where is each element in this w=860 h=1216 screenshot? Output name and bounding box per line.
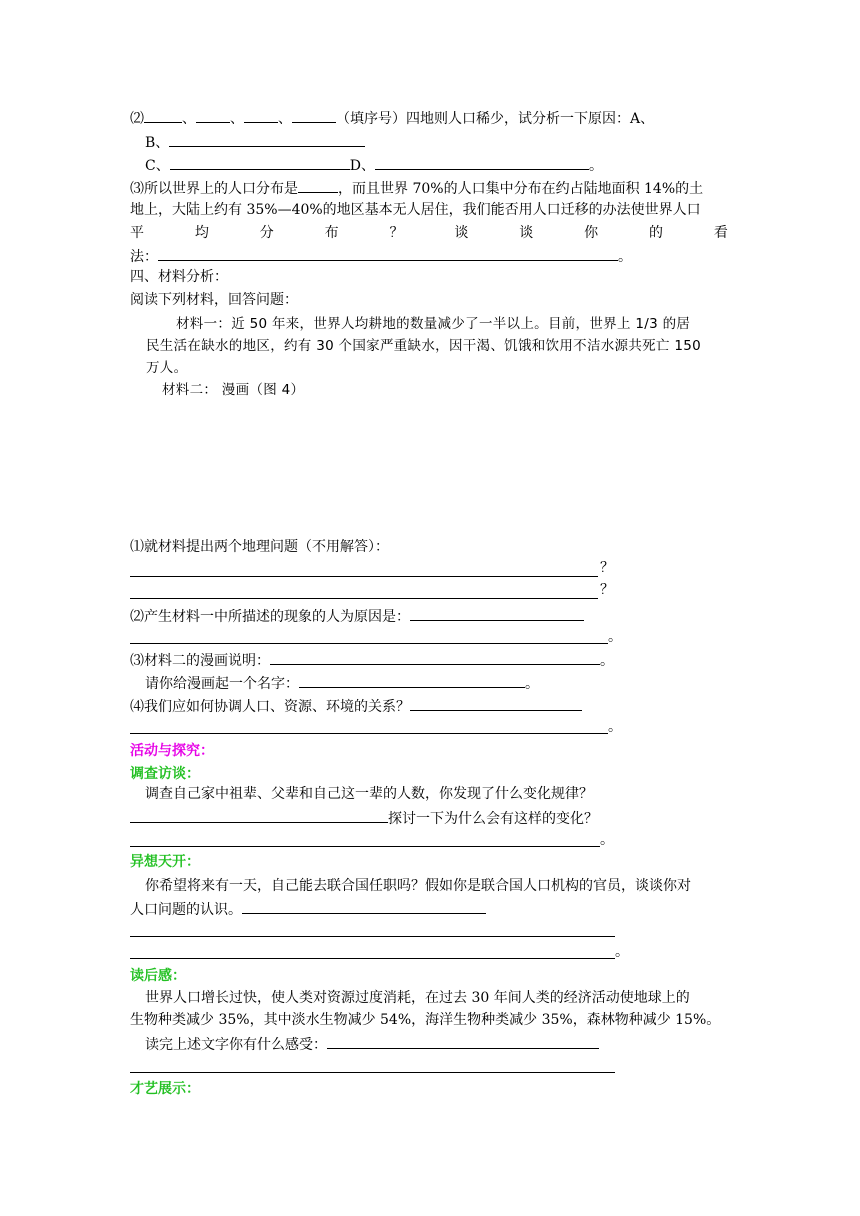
reading-line2: 生物种类减少 35%，其中淡水生物减少 54%，海洋生物种类减少 35%，森林物种减少 15%。	[130, 1012, 721, 1028]
q2-line-b: B、	[145, 132, 365, 152]
material2-label: 材料二： 漫画（图 4）	[162, 382, 305, 398]
material1-line1: 材料一：近 50 年来，世界人均耕地的数量减少了一半以上。目前，世界上 1/3 的居	[176, 316, 691, 332]
q3-line3: 平 均 分 布 ？ 谈 谈 你 的 看	[130, 225, 728, 241]
survey-title: 调查访谈：	[130, 766, 200, 782]
answer-line[interactable]	[130, 936, 615, 937]
answer-line[interactable]	[130, 733, 608, 734]
answer-line[interactable]	[130, 643, 608, 644]
question-mark: ？	[600, 560, 614, 576]
blank[interactable]	[196, 108, 230, 123]
worksheet-page: ⑵ 、 、 、 （填序号）四地则人口稀少，试分析一下原因：A、 B、 C、 D、 。 ⑶所以世界上的人口分布是 ，而且世界 70%的人口集中分布在约占陆地面积 14%的土 地上，大陆上约有 35%—40%的地区基本无人居住，我们能否用人口迁移的办法使世界人口 平 均 分 布 ？ 谈 谈 你 的 看 法： 。 四、材料分析： 阅读下列材料，回答问题： 材料一：近 50 年来，世界人均耕地的数量减少了一半以上。目前，世界上 1/3 的居 民生活在缺水的地区，约有 30 个国家严重缺水，因干渴、饥饿和饮用不洁水源共死亡 150 万人。 材料二： 漫画（图 4） ⑴就材料提出两个地理问题（不用解答）： ？ ？ ⑵产生材料一中所描述的现象的人为原因是： 。 ⑶材料二的漫画说明： 。 请你给漫画起一个名字： 。 ⑷我们应如何协调人口、资源、环境的关系？ 。 活动与探究： 调查访谈： 调查自己家中祖辈、父辈和自己这一辈的人数，你发现了什么变化规律？ 探讨一下为什么会有这样的变化？ 。 异想天开： 你希望将来有一天，自己能去联合国任职吗？假如你是联合国人口机构的官员，谈谈你对 人口问题的认识。 。 读后感： 世界人口增长过快，使人类对资源过度消耗，在过去 30 年间人类的经济活动使地球上的 生物种类减少 35%，其中淡水生物减少 54%，海洋生物种类减少 35%，森林物种减少 15%。 读完上述文字你有什么感受： 才艺展示：	[0, 0, 860, 1216]
q3-line4: 法： 。	[130, 246, 632, 266]
reading-line1: 世界人口增长过快，使人类对资源过度消耗，在过去 30 年间人类的经济活动使地球上的	[145, 990, 690, 1006]
answer-blank[interactable]	[242, 899, 486, 914]
section-intro: 阅读下列材料，回答问题：	[130, 292, 298, 308]
activity-heading: 活动与探究：	[130, 743, 214, 759]
answer-line[interactable]	[130, 598, 598, 599]
reading-title: 读后感：	[130, 968, 186, 984]
imagine-title: 异想天开：	[130, 854, 200, 870]
imagine-line1: 你希望将来有一天，自己能去联合国任职吗？假如你是联合国人口机构的官员，谈谈你对	[145, 878, 691, 894]
answer-blank[interactable]	[130, 808, 388, 823]
answer-blank[interactable]	[410, 606, 584, 621]
answer-line[interactable]	[130, 846, 600, 847]
q1-prompt: ⑴就材料提出两个地理问题（不用解答）：	[130, 539, 389, 555]
material1-line2: 民生活在缺水的地区，约有 30 个国家严重缺水，因干渴、饥饿和饮用不洁水源共死亡 150	[146, 338, 702, 354]
talent-title: 才艺展示：	[130, 1081, 200, 1097]
q2-line1: ⑵ 、 、 、 （填序号）四地则人口稀少，试分析一下原因：A、	[130, 108, 654, 128]
blank[interactable]	[244, 108, 278, 123]
answer-blank[interactable]	[158, 246, 618, 261]
blank[interactable]	[298, 178, 338, 193]
answer-blank[interactable]	[299, 673, 525, 688]
q3-line2: 地上，大陆上约有 35%—40%的地区基本无人居住，我们能否用人口迁移的办法使世界人口	[130, 202, 701, 218]
answer-blank[interactable]	[410, 696, 582, 711]
q2-line-cd: C、 D、 。	[145, 155, 603, 175]
answer-line[interactable]	[130, 576, 598, 577]
survey-line2: 探讨一下为什么会有这样的变化？	[130, 808, 598, 828]
comic-name-prompt: 请你给漫画起一个名字： 。	[145, 673, 539, 693]
answer-blank-c[interactable]	[170, 155, 350, 170]
q4-prompt: ⑷我们应如何协调人口、资源、环境的关系？	[130, 696, 582, 716]
material1-line3: 万人。	[146, 360, 188, 376]
q3-line1: ⑶所以世界上的人口分布是 ，而且世界 70%的人口集中分布在约占陆地面积 14%的土	[130, 178, 703, 198]
reading-line3: 读完上述文字你有什么感受：	[145, 1034, 599, 1054]
answer-line[interactable]	[130, 1072, 615, 1073]
survey-line1: 调查自己家中祖辈、父辈和自己这一辈的人数，你发现了什么变化规律？	[145, 786, 593, 802]
blank[interactable]	[144, 108, 182, 123]
imagine-line2: 人口问题的认识。	[130, 899, 486, 919]
answer-blank[interactable]	[270, 650, 600, 665]
answer-blank-d[interactable]	[375, 155, 589, 170]
answer-line[interactable]	[130, 958, 615, 959]
answer-blank[interactable]	[327, 1034, 599, 1049]
answer-blank-b[interactable]	[169, 132, 365, 147]
question-mark: ？	[600, 582, 614, 598]
section-heading: 四、材料分析：	[130, 269, 228, 285]
q2-material-prompt: ⑵产生材料一中所描述的现象的人为原因是：	[130, 606, 584, 626]
q3-material-prompt: ⑶材料二的漫画说明： 。	[130, 650, 614, 670]
blank[interactable]	[292, 108, 336, 123]
q2-instruction: （填序号）四地则人口稀少，试分析一下原因：A、	[336, 111, 655, 127]
